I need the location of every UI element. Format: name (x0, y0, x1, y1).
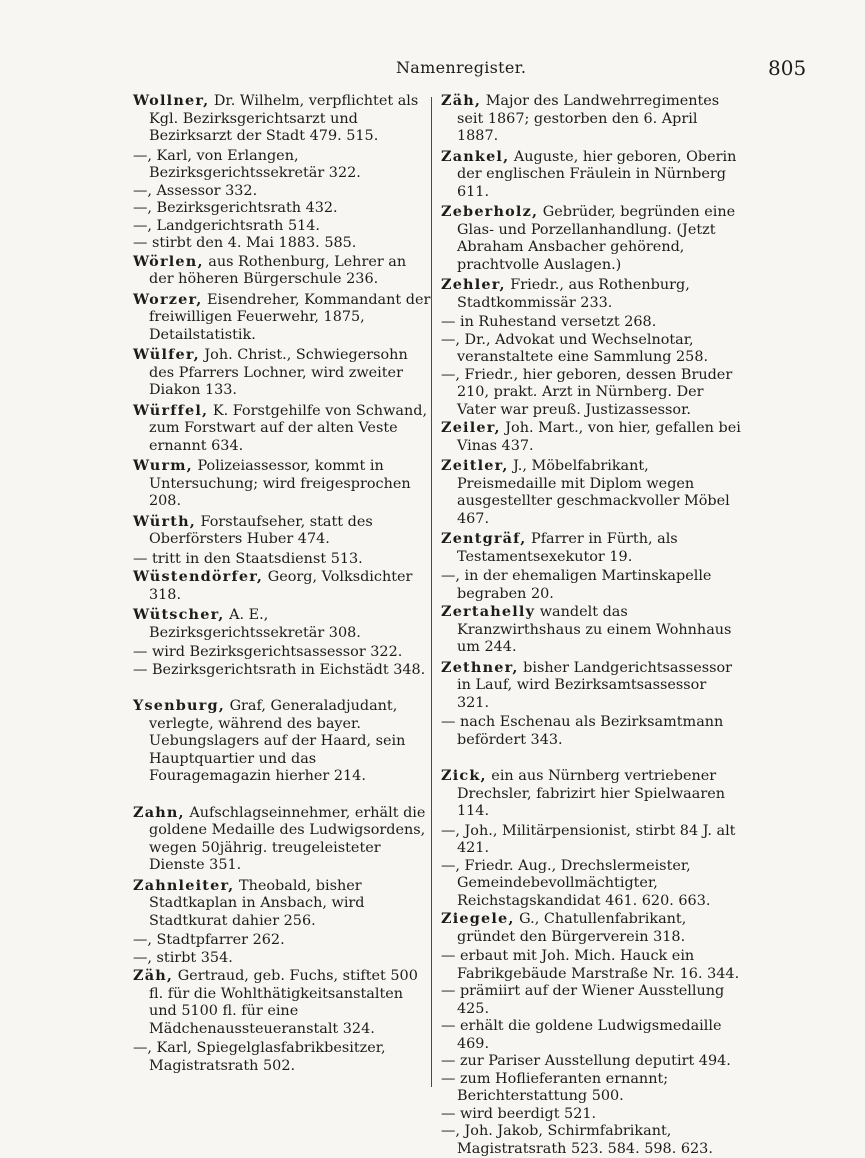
entry-headword: Zick, (441, 767, 487, 784)
entry-text: G., Chatullenfabrikant, gründet den Bürgerverein 318. (457, 911, 687, 945)
entry-text: —, Karl, Spiegelglasfabrikbesitzer, Magistratsrath 502. (133, 1040, 386, 1074)
entry-text: A. E., Bezirksgerichtssekretär 308. (149, 607, 361, 641)
index-entry (441, 332, 741, 367)
index-entry (133, 148, 433, 183)
index-entry (441, 314, 741, 332)
index-entry (441, 858, 741, 911)
index-entry (441, 367, 741, 420)
index-entry (133, 967, 433, 1038)
entry-text: Georg, Volksdichter 318. (149, 569, 413, 603)
left-column (133, 92, 433, 1075)
entry-headword: Ziegele, (441, 910, 515, 927)
entry-text: —, stirbt 354. (133, 949, 233, 966)
index-entry (441, 714, 741, 749)
entry-text: — stirbt den 4. Mai 1883. 585. (133, 235, 357, 251)
index-entry (441, 603, 741, 657)
entry-text: Auguste, hier geboren, Oberin der englischen Fräulein in Nürnberg 611. (457, 148, 737, 200)
index-entry (441, 823, 741, 858)
entry-headword: Ysenburg, (133, 697, 225, 714)
index-entry (133, 804, 433, 875)
entry-headword: Würth, (133, 512, 196, 530)
entry-headword: Zahn, (133, 803, 185, 821)
index-entry (133, 644, 433, 662)
index-entry (133, 513, 433, 549)
index-entry (133, 1040, 433, 1075)
index-entry (133, 92, 433, 146)
index-entry (441, 1106, 741, 1124)
entry-text: K. Forstgehilfe von Schwand, zum Forstwart auf der alten Veste ernannt 634. (149, 402, 428, 454)
index-entry (441, 1071, 741, 1106)
page-number: 805 (768, 56, 807, 80)
index-entry (133, 932, 433, 950)
entry-headword: Wurm, (133, 457, 193, 474)
entry-text: — wird Bezirksgerichtsassessor 322. (133, 644, 403, 660)
entry-text: —, Stadtpfarrer 262. (133, 932, 285, 948)
entry-text: Joh. Mart., von hier, gefallen bei Vinas 437. (457, 420, 741, 454)
index-entry (133, 568, 433, 604)
entry-text: —, in der ehemaligen Martinskapelle begraben 20. (441, 568, 712, 602)
index-entry (441, 659, 741, 713)
entry-headword: Zertahelly (441, 603, 536, 620)
index-entry (133, 950, 433, 968)
entry-text: — tritt in den Staatsdienst 513. (133, 550, 363, 567)
right-column (441, 92, 741, 1158)
entry-text: Forstaufseher, statt des Oberförsters Huber 474. (149, 513, 373, 547)
entry-text: —, Joh., Militärpensionist, stirbt 84 J. alt 421. (441, 822, 736, 856)
index-entry (133, 877, 433, 931)
entry-headword: Würffel, (133, 401, 209, 419)
entry-headword: Wüstendörfer, (133, 568, 264, 585)
index-entry (441, 767, 741, 821)
entry-text: Pfarrer in Fürth, als Testamentsexekutor 19. (457, 531, 678, 565)
entry-text: J., Möbelfabrikant, Preismedaille mit Diplom wegen ausgestellter geschmackvoller Möbel 467. (457, 458, 730, 527)
entry-headword: Zäh, (441, 92, 482, 109)
entry-text: Friedr., aus Rothenburg, Stadtkommissär 233. (457, 277, 690, 311)
entry-headword: Zeitler, (441, 457, 509, 474)
entry-headword: Zethner, (441, 658, 519, 676)
entry-headword: Zeberholz, (441, 203, 539, 220)
entry-headword: Wütscher, (133, 606, 225, 623)
entry-text: Gebrüder, begründen eine Glas- und Porzellanhandlung. (Jetzt Abraham Ansbacher gehörend, prachtvolle Auslagen.) (457, 204, 736, 273)
entry-headword: Zahnleiter, (133, 876, 235, 894)
index-entry (133, 200, 433, 218)
entry-text: wandelt das Kranzwirthshaus zu einem Wohnhaus um 244. (457, 604, 732, 655)
entry-text: —, Joh. Jakob, Schirmfabrikant, Magistratsrath 523. 584. 598. 623. (441, 1123, 713, 1157)
entry-text: — prämiirt auf der Wiener Ausstellung 425. (441, 983, 725, 1017)
entry-text: —, Karl, von Erlangen, Bezirksgerichtssekretär 322. (133, 147, 361, 181)
entry-text: —, Friedr., hier geboren, dessen Bruder 210, prakt. Arzt in Nürnberg. Der Vater war preuß. Justizassessor. (441, 366, 733, 418)
entry-text: Graf, Generaladjudant, verlegte, während des bayer. Uebungslagers auf der Haard, sein Hauptquartier und das Fouragemagazin hierher 214. (149, 698, 406, 784)
entry-headword: Zeiler, (441, 419, 501, 436)
index-entry (441, 203, 741, 274)
entry-text: bisher Landgerichtsassessor in Lauf, wird Bezirksamtsassessor 321. (457, 659, 733, 711)
entry-text: — zur Pariser Ausstellung deputirt 494. (441, 1053, 731, 1069)
index-entry (133, 662, 433, 680)
entry-text: —, Dr., Advokat und Wechselnotar, veranstaltete eine Sammlung 258. (441, 331, 709, 365)
entry-text: — wird beerdigt 521. (441, 1105, 597, 1122)
entry-text: — Bezirksgerichtsrath in Eichstädt 348. (133, 661, 426, 678)
entry-text: — erbaut mit Joh. Mich. Hauck ein Fabrikgebäude Marstraße Nr. 16. 344. (441, 948, 740, 982)
index-entry (441, 1018, 741, 1053)
index-entry (441, 92, 741, 146)
entry-text: aus Rothenburg, Lehrer an der höheren Bürgerschule 236. (149, 253, 407, 287)
entry-headword: Worzer, (133, 290, 203, 308)
index-entry (133, 402, 433, 456)
entry-headword: Zäh, (133, 967, 174, 984)
entry-text: Major des Landwehrregimentes seit 1867; gestorben den 6. April 1887. (457, 93, 720, 144)
index-entry (441, 148, 741, 202)
entry-text: — zum Hoflieferanten ernannt; Berichterstattung 500. (441, 1070, 669, 1104)
index-entry (441, 1053, 741, 1071)
index-entry (133, 697, 433, 786)
index-entry (441, 948, 741, 983)
entry-headword: Zentgräf, (441, 530, 527, 547)
index-entry (133, 606, 433, 642)
index-entry (133, 551, 433, 569)
index-entry (133, 457, 433, 511)
index-entry (441, 276, 741, 312)
index-entry (441, 568, 741, 603)
entry-text: Dr. Wilhelm, verpflichtet als Kgl. Bezirksgerichtsarzt und Bezirksarzt der Stadt 479. 515. (149, 93, 419, 144)
index-entry (441, 910, 741, 946)
entry-text: — nach Eschenau als Bezirksamtmann befördert 343. (441, 714, 724, 748)
entry-headword: Zehler, (441, 276, 506, 293)
index-entry (133, 253, 433, 289)
entry-headword: Wülfer, (133, 346, 200, 363)
index-entry (441, 983, 741, 1018)
entry-text: Joh. Christ., Schwiegersohn des Pfarrers Lochner, wird zweiter Diakon 133. (149, 347, 408, 398)
index-entry (441, 1123, 741, 1158)
entry-text: —, Bezirksgerichtsrath 432. (133, 200, 338, 216)
index-entry (441, 419, 741, 455)
entry-text: Eisendreher, Kommandant der freiwilligen Feuerwehr, 1875, Detailstatistik. (149, 291, 431, 343)
index-entry (133, 291, 433, 345)
entry-headword: Wollner, (133, 92, 210, 109)
entry-text: Theobald, bisher Stadtkaplan in Ansbach, wird Stadtkurat dahier 256. (149, 877, 365, 929)
entry-text: —, Friedr. Aug., Drechslermeister, Gemeindebevollmächtigter, Reichstagskandidat 461. 620. 663. (441, 857, 711, 909)
index-entry (441, 530, 741, 566)
entry-text: Aufschlagseinnehmer, erhält die goldene Medaille des Ludwigsordens, wegen 50jährig. treugeleisteter Dienste 351. (149, 804, 426, 873)
entry-text: Gertraud, geb. Fuchs, stiftet 500 fl. für die Wohlthätigkeitsanstalten und 5100 fl. für eine Mädchenaussteueranstalt 324. (149, 968, 418, 1037)
entry-headword: Zankel, (441, 147, 510, 165)
index-entry (133, 218, 433, 236)
index-entry (441, 457, 741, 528)
entry-text: —, Landgerichtsrath 514. (133, 217, 320, 234)
column-divider (431, 97, 432, 1087)
entry-headword: Wörlen, (133, 252, 204, 270)
running-head: Namenregister. (396, 58, 527, 77)
entry-text: ein aus Nürnberg vertriebener Drechsler, fabrizirt hier Spielwaaren 114. (457, 768, 726, 819)
entry-text: — in Ruhestand versetzt 268. (441, 314, 657, 330)
index-entry (133, 346, 433, 400)
entry-text: Polizeiassessor, kommt in Untersuchung; wird freigesprochen 208. (149, 458, 411, 509)
index-entry (133, 235, 433, 253)
entry-text: — erhält die goldene Ludwigsmedaille 469. (441, 1018, 722, 1052)
index-entry (133, 183, 433, 201)
entry-text: —, Assessor 332. (133, 182, 258, 199)
